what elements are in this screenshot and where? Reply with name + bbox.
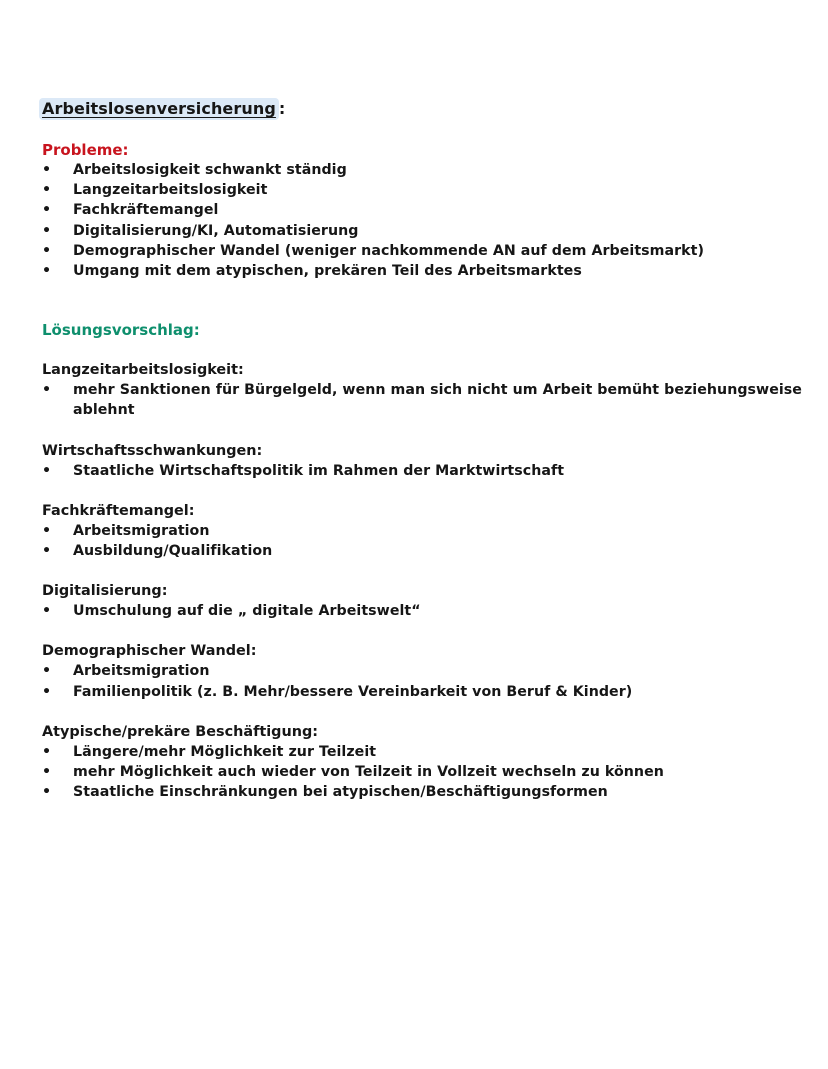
solution-group-economic-fluctuations <box>42 441 802 481</box>
list-item: • Langzeitarbeitslosigkeit <box>42 182 268 199</box>
list-item: • Staatliche Einschränkungen bei atypischen/Beschäftigungsformen <box>42 784 608 801</box>
solution-group-list <box>42 601 802 621</box>
list-item: • Arbeitsmigration <box>42 663 210 680</box>
problems-heading: Probleme: <box>42 141 129 159</box>
solution-group-skills-shortage <box>42 501 802 561</box>
list-item: • Demographischer Wandel (weniger nachkommende AN auf dem Arbeitsmarkt) <box>42 242 704 259</box>
solution-group-list <box>42 380 802 420</box>
solution-group-digitalization <box>42 581 802 621</box>
solution-group-heading: Wirtschaftsschwankungen: <box>42 442 263 459</box>
list-item: • Familienpolitik (z. B. Mehr/bessere Vereinbarkeit von Beruf & Kinder) <box>42 683 633 700</box>
document-title-row <box>42 98 802 120</box>
solution-group-list <box>42 661 802 701</box>
solution-group-heading: Langzeitarbeitslosigkeit: <box>42 362 244 379</box>
document-page <box>42 98 802 802</box>
list-item: • Digitalisierung/KI, Automatisierung <box>42 222 359 239</box>
solution-group-heading: Fachkräftemangel: <box>42 502 195 519</box>
solution-group-heading: Demographischer Wandel: <box>42 643 257 660</box>
solutions-heading: Lösungsvorschlag: <box>42 321 200 340</box>
list-item: • Arbeitsmigration <box>42 522 210 539</box>
list-item: • Arbeitslosigkeit schwankt ständig <box>42 162 347 178</box>
solution-group-demographic-change <box>42 641 802 701</box>
list-item: • Umschulung auf die „ digitale Arbeitswelt“ <box>42 603 421 620</box>
solution-group-list <box>42 521 802 561</box>
document-title-colon: : <box>278 99 286 118</box>
problems-list <box>42 160 802 281</box>
list-item: • Ausbildung/Qualifikation <box>42 543 273 560</box>
list-item: • Staatliche Wirtschaftspolitik im Rahmen der Marktwirtschaft <box>42 462 565 479</box>
list-item: • mehr Sanktionen für Bürgelgeld, wenn man sich nicht um Arbeit bemüht beziehungsweise ablehnt <box>42 382 802 419</box>
list-item: • Längere/mehr Möglichkeit zur Teilzeit <box>42 743 377 760</box>
list-item: • Umgang mit dem atypischen, prekären Teil des Arbeitsmarktes <box>42 263 582 280</box>
solution-group-atypical-employment <box>42 722 802 803</box>
solution-group-longterm-unemployment <box>42 360 802 420</box>
list-item: • Fachkräftemangel <box>42 202 219 219</box>
document-title: Arbeitslosenversicherung <box>39 98 279 120</box>
solution-group-list <box>42 742 802 803</box>
solution-group-list <box>42 461 802 481</box>
solution-group-heading: Digitalisierung: <box>42 583 168 600</box>
list-item: • mehr Möglichkeit auch wieder von Teilzeit in Vollzeit wechseln zu können <box>42 764 664 781</box>
solution-group-heading: Atypische/prekäre Beschäftigung: <box>42 723 318 740</box>
